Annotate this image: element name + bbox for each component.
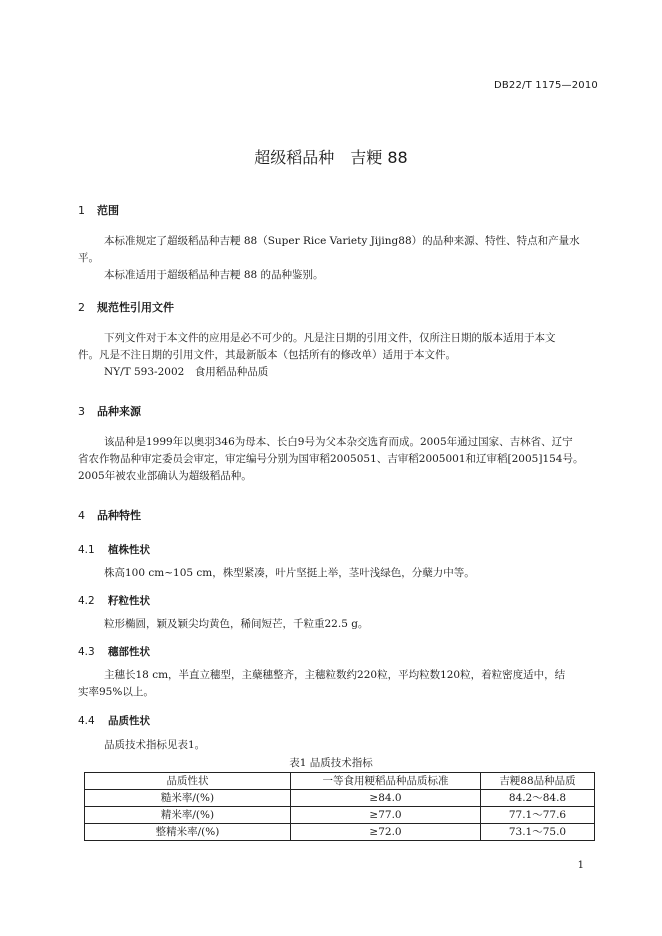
- table-cell: ≥77.0: [291, 807, 481, 824]
- table-cell: 整精米率/(%): [85, 824, 291, 841]
- table-cell: 糙米率/(%): [85, 790, 291, 807]
- plant-traits-text: 株高100 cm~105 cm，株型紧凑，叶片坚挺上举，茎叶浅绿色，分蘖力中等。: [104, 567, 475, 579]
- table-cell: 精米率/(%): [85, 807, 291, 824]
- table-cell: ≥72.0: [291, 824, 481, 841]
- references-paragraph-line-1: 下列文件对于本文件的应用是必不可少的。凡是注日期的引用文件，仅所注日期的版本适用于本文: [104, 332, 556, 344]
- table-row: [85, 807, 595, 824]
- subsection-4-2-heading: [78, 593, 150, 608]
- subsection-number: 4.3: [78, 646, 95, 658]
- document-title: 超级稻品种 吉粳 88: [254, 148, 408, 167]
- reference-item: NY/T 593-2002 食用稻品种品质: [104, 366, 269, 378]
- subsection-4-3-heading: [78, 644, 150, 659]
- section-number: 3: [78, 405, 85, 418]
- origin-line-2: 省农作物品种审定委员会审定，审定编号分别为国审稻2005051、吉审稻2005001和辽审稻[2005]154号。: [78, 453, 584, 465]
- section-title: 规范性引用文件: [97, 301, 174, 314]
- subsection-4-1-heading: [78, 542, 150, 557]
- scope-paragraph-2: 本标准适用于超级稻品种吉粳 88 的品种鉴别。: [104, 269, 324, 281]
- section-number: 4: [78, 509, 85, 522]
- section-1-heading: [78, 202, 119, 218]
- section-title: 范围: [97, 204, 119, 217]
- table-cell: 73.1～75.0: [481, 824, 595, 841]
- section-number: 2: [78, 301, 85, 314]
- subsection-title: 植株性状: [108, 544, 150, 556]
- origin-line-3: 2005年被农业部确认为超级稻品种。: [78, 470, 252, 482]
- panicle-traits-line-1: 主穗长18 cm，半直立穗型，主蘖穗整齐，主穗粒数约220粒，平均粒数120粒，着粒密度适中，结: [104, 669, 566, 681]
- origin-line-1: 该品种是1999年以奥羽346为母本、长白9号为父本杂交选育而成。2005年通过国家、吉林省、辽宁: [104, 436, 573, 448]
- subsection-title: 穗部性状: [108, 646, 150, 658]
- subsection-number: 4.1: [78, 544, 95, 556]
- references-paragraph-line-2: 件。凡是不注日期的引用文件，其最新版本（包括所有的修改单）适用于本文件。: [78, 349, 456, 361]
- subsection-number: 4.4: [78, 715, 95, 727]
- page-number: 1: [577, 860, 584, 871]
- column-header: 品质性状: [85, 773, 291, 790]
- subsection-title: 籽粒性状: [108, 595, 150, 607]
- section-number: 1: [78, 204, 85, 217]
- subsection-number: 4.2: [78, 595, 95, 607]
- subsection-title: 品质性状: [108, 715, 150, 727]
- column-header: 一等食用粳稻品种品质标准: [291, 773, 481, 790]
- section-title: 品种来源: [97, 405, 141, 418]
- section-title: 品种特性: [97, 509, 141, 522]
- table-cell: ≥84.0: [291, 790, 481, 807]
- section-2-heading: [78, 299, 174, 315]
- quality-traits-text: 品质技术指标见表1。: [104, 739, 206, 751]
- table-caption: 表1 品质技术指标: [289, 757, 373, 769]
- table-row: [85, 824, 595, 841]
- panicle-traits-line-2: 实率95%以上。: [78, 686, 154, 698]
- column-header: 吉粳88品种品质: [481, 773, 595, 790]
- table-cell: 77.1～77.6: [481, 807, 595, 824]
- table-row: [85, 790, 595, 807]
- table-header-row: [85, 773, 595, 790]
- grain-traits-text: 粒形椭圆，颖及颖尖均黄色，稀间短芒，千粒重22.5 g。: [104, 618, 369, 630]
- subsection-4-4-heading: [78, 713, 150, 728]
- section-3-heading: [78, 403, 141, 419]
- section-4-heading: [78, 507, 141, 523]
- table-cell: 84.2～84.8: [481, 790, 595, 807]
- scope-paragraph-line-1: 本标准规定了超级稻品种吉粳 88（Super Rice Variety Jijing88）的品种来源、特性、特点和产量水: [104, 235, 580, 247]
- scope-paragraph-line-2: 平。: [78, 252, 99, 264]
- standard-code: DB22/T 1175—2010: [493, 80, 598, 91]
- quality-index-table: [84, 772, 595, 841]
